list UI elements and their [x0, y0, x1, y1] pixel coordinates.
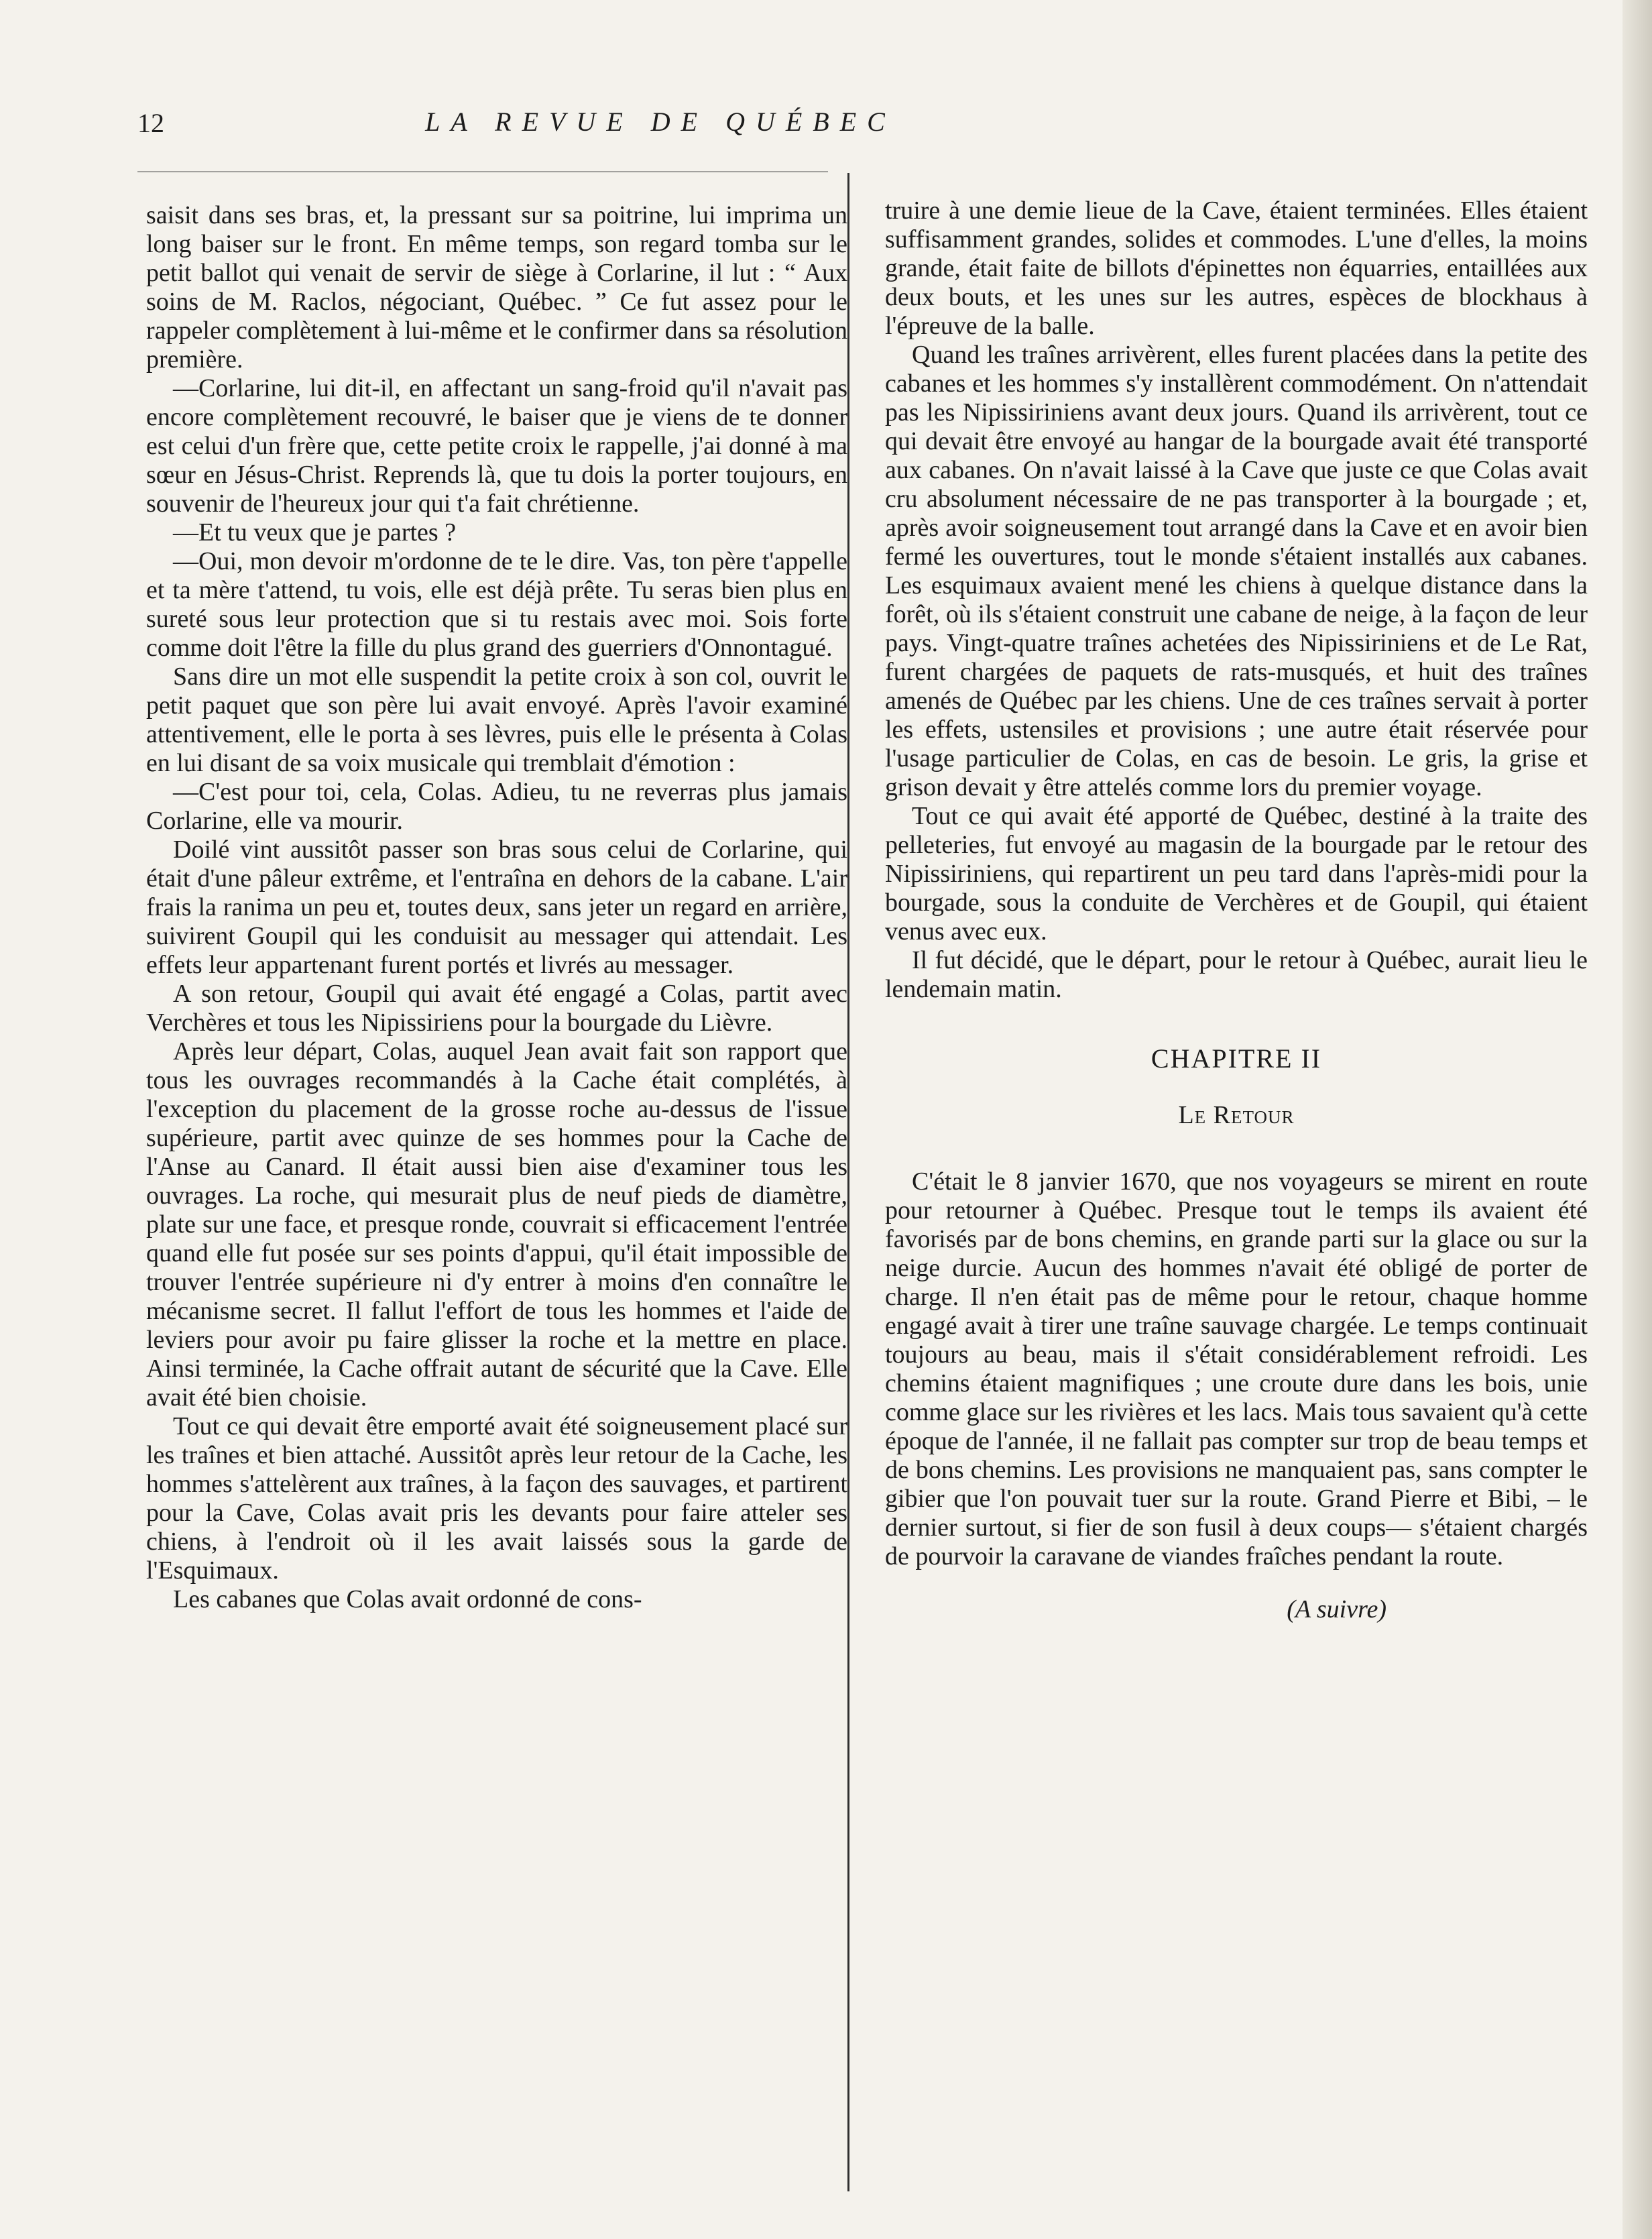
paragraph: Il fut décidé, que le départ, pour le retour à Québec, aurait lieu le lendemain matin. — [885, 946, 1588, 1003]
paragraph: truire à une demie lieue de la Cave, étaient terminées. Elles étaient suffisamment grandes, solides et commodes. L'une d'elles, la moins grande, était faite de billots d'épinettes non équarries, entaillées aux deux bouts, et les unes sur les autres, espèces de blockhaus à l'épreuve de la balle. — [885, 196, 1588, 340]
paragraph: Après leur départ, Colas, auquel Jean avait fait son rapport que tous les ouvrages recommandés à la Cache était complétés, à l'exception du placement de la grosse roche au-dessus de l'issue supérieure, partit avec quinze de ses hommes pour la Cache de l'Anse au Canard. Il était aussi bien aise d'examiner tous les ouvrages. La roche, qui mesurait plus de neuf pieds de diamètre, plate sur une face, et presque ronde, couvrait si efficacement l'entrée quand elle fut posée sur ses points d'appui, qu'il était impossible de trouver l'entrée supérieure ni d'y entrer à moins d'en connaître le mécanisme secret. Il fallut l'effort de tous les hommes et l'aide de leviers pour avoir pu faire glisser la roche et la mettre en place. Ainsi terminée, la Cache offrait autant de sécurité que la Cave. Elle avait été bien choisie. — [146, 1037, 847, 1412]
paragraph: —C'est pour toi, cela, Colas. Adieu, tu ne reverras plus jamais Corlarine, elle va mourir. — [146, 778, 847, 835]
chapter-title: CHAPITRE II — [1150, 1043, 1322, 1074]
chapter-subtitle: Le Retour — [1178, 1101, 1295, 1129]
column-divider — [847, 173, 849, 2191]
right-column — [885, 196, 1588, 1624]
to-be-continued: (A suivre) — [1287, 1595, 1386, 1623]
paragraph: —Et tu veux que je partes ? — [173, 518, 457, 547]
running-title: LA REVUE DE QUÉBEC — [425, 107, 896, 137]
paragraph: saisit dans ses bras, et, la pressant sur sa poitrine, lui imprima un long baiser sur le front. En même temps, son regard tomba sur le petit ballot qui venait de servir de siège à Corlarine, il lut : “ Aux soins de M. Raclos, négociant, Québec. ” Ce fut assez pour le rappeler complètement à lui-même et le confirmer dans sa résolution première. — [146, 201, 847, 374]
paragraph: Doilé vint aussitôt passer son bras sous celui de Corlarine, qui était d'une pâleur extrême, et l'entraîna en dehors de la cabane. L'air frais la ranima un peu et, toutes deux, sans jeter un regard en arrière, suivirent Goupil qui les conduisit au messager qui attendait. Les effets leur appartenant furent portés et livrés au messager. — [146, 836, 847, 979]
paragraph: Les cabanes que Colas avait ordonné de cons- — [173, 1585, 642, 1613]
page-header — [137, 101, 1183, 154]
paragraph: Sans dire un mot elle suspendit la petite croix à son col, ouvrit le petit paquet que son père lui avait envoyé. Après l'avoir examiné attentivement, elle le porta à ses lèvres, puis elle le présenta à Colas en lui disant de sa voix musicale qui tremblait d'émotion : — [146, 663, 847, 777]
paragraph: Tout ce qui devait être emporté avait été soigneusement placé sur les traînes et bien attaché. Aussitôt après leur retour de la Cache, les hommes s'attelèrent aux traînes, à la façon des sauvages, et partirent pour la Cave, Colas avait pris les devants pour faire atteler ses chiens, à l'endroit où il les avait laissés sous la garde de l'Esquimaux. — [146, 1412, 847, 1585]
header-rule — [137, 171, 828, 172]
paragraph: A son retour, Goupil qui avait été engagé a Colas, partit avec Verchères et tous les Nipissiriens pour la bourgade du Lièvre. — [146, 980, 847, 1037]
page-number: 12 — [137, 108, 164, 138]
page-edge-shadow — [1622, 0, 1652, 2239]
paragraph: Tout ce qui avait été apporté de Québec, destiné à la traite des pelleteries, fut envoyé au magasin de la bourgade par le retour des Nipissiriniens, qui repartirent un peu tard dans l'après-midi pour la bourgade, sous la conduite de Verchères et de Goupil, qui étaient venus avec eux. — [885, 802, 1588, 945]
paragraph: C'était le 8 janvier 1670, que nos voyageurs se mirent en route pour retourner à Québec. Presque tout le temps ils avaient été favorisés par de bons chemins, en grande parti sur la glace ou sur la neige durcie. Aucun des hommes n'avait été obligé de porter de charge. Il n'en était pas de même pour le retour, chaque homme engagé avait à tirer une traîne sauvage chargée. Le temps continuait toujours au beau, mais il s'était considérablement refroidi. Les chemins étaient magnifiques ; une croute dure dans les bois, unie comme glace sur les rivières et les lacs. Mais tous savaient qu'à cette époque de l'année, il ne fallait pas compter sur trop de beau temps et de bons chemins. Les provisions ne manquaient pas, sans compter le gibier que l'on pouvait tuer sur la route. Grand Pierre et Bibi, – le dernier surtout, si fier de son fusil à deux coups— s'étaient chargés de pourvoir la caravane de viandes fraîches pendant la route. — [885, 1167, 1588, 1570]
paragraph: —Corlarine, lui dit-il, en affectant un sang-froid qu'il n'avait pas encore complètement recouvré, le baiser que je viens de te donner est celui d'un frère que, cette petite croix le rappelle, j'ai donné à ma sœur en Jésus-Christ. Reprends là, que tu dois la porter toujours, en souvenir de l'heureux jour qui t'a fait chrétienne. — [146, 374, 847, 518]
paragraph: Quand les traînes arrivèrent, elles furent placées dans la petite des cabanes et les hommes s'y installèrent commodément. On n'attendait pas les Nipissiriniens avant deux jours. Quand ils arrivèrent, tout ce qui devait être envoyé au hangar de la bourgade avait été transporté aux cabanes. On n'avait laissé à la Cave que juste ce que Colas avait cru absolument nécessaire de ne pas transporter à la bourgade ; et, après avoir soigneusement tout arrangé dans la Cave et en avoir bien fermé les ouvertures, tout le monde s'étaient installés aux cabanes. Les esquimaux avaient mené les chiens à quelque distance dans la forêt, où ils s'étaient construit une cabane de neige, à la façon de leur pays. Vingt-quatre traînes achetées des Nipissiriniens et de Le Rat, furent chargées de paquets de rats-musqués, et huit des traînes amenés de Québec par les chiens. Une de ces traînes servait à porter les effets, ustensiles et provisions ; une autre était réservée pour l'usage particulier de Colas, en cas de besoin. Le gris, la grise et grison devait y être attelés comme lors du premier voyage. — [885, 341, 1588, 801]
paragraph: —Oui, mon devoir m'ordonne de te le dire. Vas, ton père t'appelle et ta mère t'attend, tu vois, elle est déjà prête. Tu seras bien plus en sureté sous leur protection que si tu restais avec moi. Sois forte comme doit l'être la fille du plus grand des guerriers d'Onnontagué. — [146, 547, 847, 662]
left-column — [146, 201, 847, 1614]
